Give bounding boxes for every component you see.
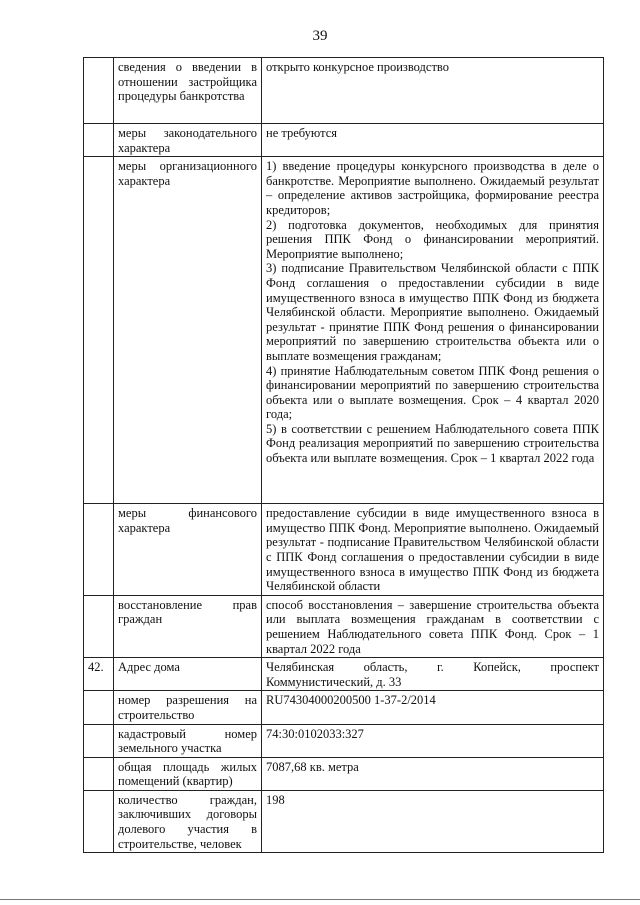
row-number xyxy=(84,595,114,657)
row-value: 7087,68 кв. метра xyxy=(262,757,604,790)
row-value: 198 xyxy=(262,790,604,852)
row-label: кадастровый номер земельного участка xyxy=(114,724,262,757)
row-value: Челябинская область, г. Копейск, проспект Коммунистический, д. 33 xyxy=(262,658,604,691)
row-number xyxy=(84,157,114,504)
row-number xyxy=(84,124,114,157)
row-value: не требуются xyxy=(262,124,604,157)
row-number xyxy=(84,58,114,124)
row-label: Адрес дома xyxy=(114,658,262,691)
row-label: количество граждан, заключивших договоры долевого участия в строительстве, человек xyxy=(114,790,262,852)
table-row xyxy=(84,790,604,852)
row-number xyxy=(84,790,114,852)
row-label: восстановление прав граждан xyxy=(114,595,262,657)
bottom-rule xyxy=(0,899,640,900)
row-number xyxy=(84,504,114,596)
object-info-table xyxy=(83,57,604,853)
row-number xyxy=(84,691,114,724)
table-row xyxy=(84,58,604,124)
table-row xyxy=(84,124,604,157)
row-label: меры законодательного характера xyxy=(114,124,262,157)
row-number xyxy=(84,757,114,790)
row-label: общая площадь жилых помещений (квартир) xyxy=(114,757,262,790)
row-value: RU74304000200500 1-37-2/2014 xyxy=(262,691,604,724)
row-value: способ восстановления – завершение строительства объекта или выплата возмещения гражданам в соответствии с решением Наблюдательного совета ППК Фонд. Срок – 1 квартал 2022 года xyxy=(262,595,604,657)
row-label: меры финансового характера xyxy=(114,504,262,596)
row-label: меры организационного характера xyxy=(114,157,262,504)
table-row xyxy=(84,757,604,790)
row-value: 1) введение процедуры конкурсного производства в деле о банкротстве. Мероприятие выполнено. Ожидаемый результат – определение активов застройщика, формирование реестра кредиторов; 2) подготовка документов, необходимых для принятия решения ППК Фонд о финансировании мероприятий. Мероприятие выполнено; 3) подписание Правительством Челябинской области с ППК Фонд соглашения о предоставлении субсидии в виде имущественного взноса в имущество ППК Фонд из бюджета Челябинской области. Мероприятие выполнено. Ожидаемый результат - принятие ППК Фонд решения о финансировании мероприятий по завершению строительства объекта или о выплате возмещения гражданам; 4) принятие Наблюдательным советом ППК Фонд решения о финансировании мероприятий по завершению строительства объекта или о выплате возмещения. Срок – 4 квартал 2020 года; 5) в соответствии с решением Наблюдательного совета ППК Фонд реализация мероприятий по завершению строительства объекта или выплате возмещения. Срок – 1 квартал 2022 года xyxy=(262,157,604,504)
row-label: номер разрешения на строительство xyxy=(114,691,262,724)
row-number xyxy=(84,724,114,757)
page-number: 39 xyxy=(312,28,328,44)
row-value: 74:30:0102033:327 xyxy=(262,724,604,757)
row-value: предоставление субсидии в виде имущественного взноса в имущество ППК Фонд. Мероприятие выполнено. Ожидаемый результат - подписание Правительством Челябинской области с ППК Фонд соглашения о предоставлении субсидии в виде имущественного взноса в имущество ППК Фонд из бюджета Челябинской области xyxy=(262,504,604,596)
table-row xyxy=(84,157,604,504)
row-value: открыто конкурсное производство xyxy=(262,58,604,124)
table-row xyxy=(84,504,604,596)
row-number: 42. xyxy=(84,658,114,691)
row-label: сведения о введении в отношении застройщика процедуры банкротства xyxy=(114,58,262,124)
table-row xyxy=(84,658,604,691)
table-row xyxy=(84,691,604,724)
table-row xyxy=(84,724,604,757)
table-row xyxy=(84,595,604,657)
